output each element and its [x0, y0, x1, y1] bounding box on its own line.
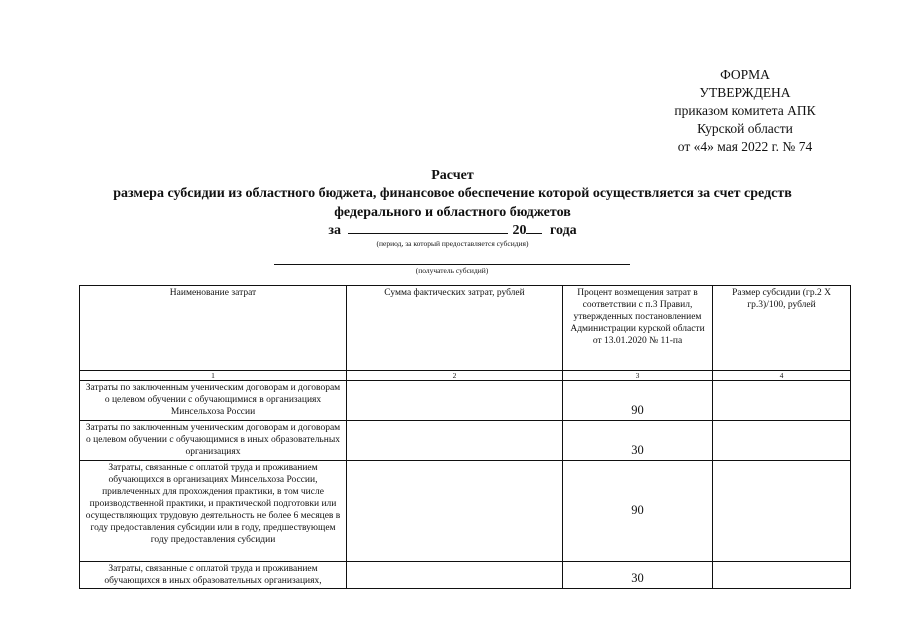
approval-approved-label: УТВЕРЖДЕНА [699, 85, 791, 100]
column-number: 3 [563, 371, 713, 381]
table-row [80, 461, 851, 562]
period-note: (период, за который предоставляется субсидия) [376, 239, 529, 248]
recipient-blank-field[interactable] [274, 264, 630, 265]
percent-cell: 30 [563, 562, 713, 589]
subsidy-amount-cell[interactable] [713, 562, 851, 589]
table-row [80, 381, 851, 421]
period-year: 20 [512, 223, 527, 238]
period-line [0, 221, 905, 239]
cost-name-cell: Затраты по заключенным ученическим договорам и договорам о целевом обучении с обучающимися в организациях Минсельхоза России [80, 381, 347, 421]
subsidy-amount-cell[interactable] [713, 381, 851, 421]
period-prefix: за [328, 223, 341, 238]
approval-region-line: Курской области [697, 121, 793, 136]
percent-cell: 30 [563, 421, 713, 461]
percent-cell: 90 [563, 461, 713, 562]
document-title-line2: федерального и областного бюджетов [334, 205, 571, 220]
cost-name-cell: Затраты по заключенным ученическим договорам и договорам о целевом обучении с обучающимися в иных образовательных организациях [80, 421, 347, 461]
document-heading: Расчет [431, 168, 474, 183]
period-blank-field[interactable] [348, 221, 508, 234]
header-subsidy-amount: Размер субсидии (гр.2 X гр.3)/100, рублей [713, 286, 851, 371]
column-number: 1 [80, 371, 347, 381]
header-cost-name: Наименование затрат [80, 286, 347, 371]
cost-name-cell: Затраты, связанные с оплатой труда и проживанием обучающихся в организациях Минсельхоза России, привлеченных для прохождения практики, в том числе производственной практики, и практической подготовки или осуществляющих трудовую деятельность не более 6 месяцев в году предоставления субсидии или в году, предшествующем году предоставления субсидии [80, 461, 347, 562]
table-header-row [80, 286, 851, 371]
header-actual-sum: Сумма фактических затрат, рублей [347, 286, 563, 371]
table-row [80, 562, 851, 589]
period-suffix: года [549, 223, 577, 238]
actual-sum-cell[interactable] [347, 421, 563, 461]
recipient-note: (получатель субсидий) [415, 266, 489, 275]
subsidy-table [79, 285, 851, 589]
actual-sum-cell[interactable] [347, 381, 563, 421]
subsidy-amount-cell[interactable] [713, 461, 851, 562]
column-number: 2 [347, 371, 563, 381]
period-year-blank[interactable] [526, 221, 542, 234]
approval-form-label: ФОРМА [720, 67, 770, 82]
actual-sum-cell[interactable] [347, 461, 563, 562]
table-row [80, 421, 851, 461]
approval-stamp [640, 66, 850, 156]
header-percent: Процент возмещения затрат в соответствии с п.3 Правил, утвержденных постановлением Администрации курской области от 13.01.2020 № 11-па [563, 286, 713, 371]
percent-cell: 90 [563, 381, 713, 421]
subsidy-amount-cell[interactable] [713, 421, 851, 461]
document-title-line1: размера субсидии из областного бюджета, финансовое обеспечение которой осуществляется за счет средств [113, 186, 792, 201]
cost-name-cell: Затраты, связанные с оплатой труда и проживанием обучающихся в иных образовательных организациях, [80, 562, 347, 589]
actual-sum-cell[interactable] [347, 562, 563, 589]
column-number-row [80, 371, 851, 381]
approval-date-line: от «4» мая 2022 г. № 74 [677, 139, 813, 154]
approval-order-line: приказом комитета АПК [674, 103, 816, 118]
column-number: 4 [713, 371, 851, 381]
